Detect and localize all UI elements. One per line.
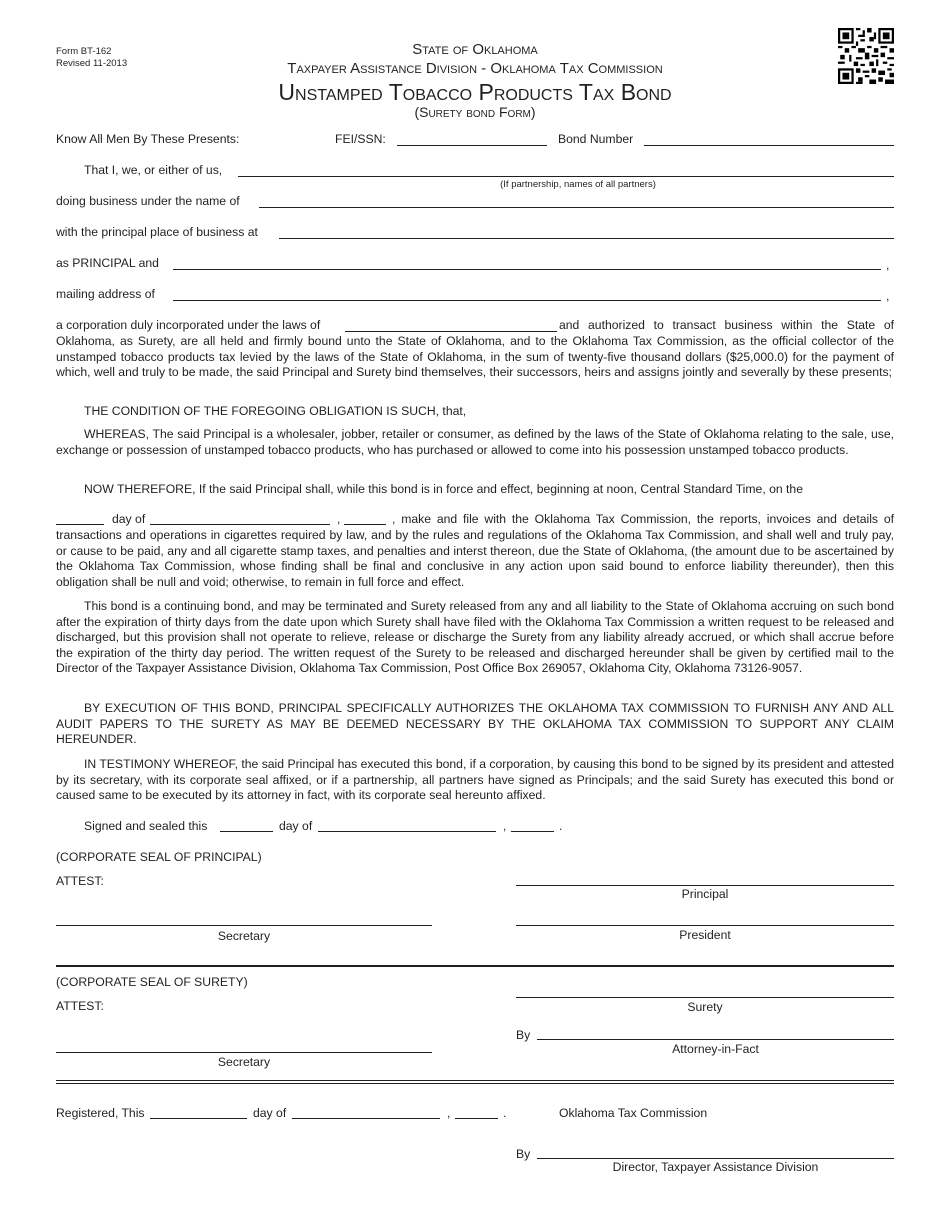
bond-number-label: Bond Number: [558, 132, 634, 146]
know-all-label: Know All Men By These Presents:: [56, 132, 240, 146]
surety-name-field[interactable]: [173, 269, 881, 270]
business-name-field[interactable]: [259, 207, 894, 208]
mailing-address-field[interactable]: [173, 300, 881, 301]
by-label: By: [516, 1028, 531, 1042]
testimony-text: IN TESTIMONY WHEREOF, the said Principal has executed this bond, if a corporation, by causing this bond to be signed by its president and attested by its secretary, with its corporate seal affixed, or if a partnership, all partners have signed as Principals; and the said Surety has executed this bond or caused same to be executed by its attorney in fact, with its corporate seal hereunto affixed.: [56, 757, 894, 803]
state-of-incorporation-field[interactable]: [345, 331, 557, 332]
state-heading: State of Oklahoma: [412, 41, 538, 58]
surety-signature-field[interactable]: [516, 997, 894, 998]
director-signature-field[interactable]: [537, 1158, 894, 1159]
as-principal-label: as PRINCIPAL and: [56, 256, 159, 270]
form-number: Form BT-162: [56, 46, 112, 57]
president-signature-field[interactable]: [516, 925, 894, 926]
registered-label: Registered, This: [56, 1106, 145, 1120]
mailing-address-label: mailing address of: [56, 287, 155, 301]
bond-day-field[interactable]: [56, 524, 104, 525]
signed-day-field[interactable]: [220, 831, 273, 832]
execution-text: BY EXECUTION OF THIS BOND, PRINCIPAL SPECIFICALLY AUTHORIZES THE OKLAHOMA TAX COMMISSION TO FURNISH ANY AND ALL AUDIT PAPERS TO THE SURETY AS MAY BE DEEMED NECESSARY BY THE OKLAHOMA TAX COMMISSION TO SUPPORT ANY CLAIM HEREUNDER.: [56, 701, 894, 747]
day-of-label: day of: [279, 819, 313, 833]
continuing-bond-text: This bond is a continuing bond, and may be terminated and Surety released from any and all liability to the State of Oklahoma accruing on such bond after the expiration of thirty days from the date upon which Surety shall have filed with the Oklahoma Tax Commission a written request to be released and discharged, but this provision shall not operate to relieve, release or discharge the Surety from any liability already accrued, or which shall accrue before the expiration of the thirty day period. The written request of the Surety to be released and discharged hereunder shall be given by certified mail to the Director of the Taxpayer Assistance Division, Oklahoma Tax Commission, Post Office Box 269057, Oklahoma City, Oklahoma 73126-9057.: [56, 599, 894, 676]
make-file-text: , make and file with the Oklahoma Tax Commission, the reports, invoices and details of: [392, 512, 894, 526]
qr-code-icon: [838, 28, 894, 84]
page-subtitle: (Surety bond Form): [414, 104, 536, 120]
comma: ,: [886, 289, 890, 303]
surety-label: Surety: [687, 1000, 723, 1014]
day-of-label: day of: [253, 1106, 287, 1120]
president-label: President: [679, 928, 731, 942]
comma: ,: [886, 258, 890, 272]
corp-rest-text: and authorized to transact business within the State of: [559, 318, 894, 332]
that-i-label: That I, we, or either of us,: [84, 163, 223, 177]
fei-ssn-label: FEI/SSN:: [335, 132, 386, 146]
signed-sealed-label: Signed and sealed this: [84, 819, 208, 833]
day-of-label: day of: [112, 512, 146, 526]
secretary-label: Secretary: [217, 1055, 271, 1069]
comma: ,: [503, 819, 507, 833]
surety-secretary-signature-field[interactable]: [56, 1052, 432, 1053]
section-divider: [56, 965, 894, 967]
registered-day-field[interactable]: [150, 1118, 247, 1119]
corp-body-text: Oklahoma, as Surety, are all held and firmly bound unto the State of Oklahoma, and to the Oklahoma Tax Commission, as the official collector of the unstamped tobacco products tax levied by the laws of the State of Oklahoma, in the sum of twenty-five thousand dollars ($25,000.0) for the payment of which, well and truly to be made, the said Principal and Surety bind themselves, their successors, heirs and assigns jointly and severally by these presents;: [56, 334, 894, 380]
partnership-note: (If partnership, names of all partners): [500, 179, 656, 190]
now-therefore-text: NOW THEREFORE, If the said Principal shall, while this bond is in force and effect, beginning at noon, Central Standard Time, on the: [84, 482, 803, 496]
principal-place-label: with the principal place of business at: [56, 225, 258, 239]
condition-text: THE CONDITION OF THE FOREGOING OBLIGATION IS SUCH, that,: [84, 404, 467, 418]
seal-principal-label: (CORPORATE SEAL OF PRINCIPAL): [56, 850, 262, 864]
registered-year-field[interactable]: [455, 1118, 498, 1119]
comma: ,: [447, 1106, 451, 1120]
signed-year-field[interactable]: [511, 831, 554, 832]
director-label: Director, Taxpayer Assistance Division: [612, 1160, 819, 1174]
corp-lead-text: a corporation duly incorporated under the laws of: [56, 318, 321, 332]
double-rule-top: [56, 1080, 894, 1081]
principal-names-field[interactable]: [238, 176, 894, 177]
by-label: By: [516, 1147, 531, 1161]
principal-label: Principal: [681, 887, 729, 901]
otc-label: Oklahoma Tax Commission: [559, 1106, 708, 1120]
form-revised: Revised 11-2013: [56, 58, 128, 69]
bond-number-field[interactable]: [644, 145, 894, 146]
bond-month-field[interactable]: [150, 524, 330, 525]
secretary-label: Secretary: [217, 929, 271, 943]
double-rule-bottom: [56, 1083, 894, 1084]
comma: ,: [337, 512, 341, 526]
registered-month-field[interactable]: [292, 1118, 440, 1119]
principal-secretary-signature-field[interactable]: [56, 925, 432, 926]
page-title: Unstamped Tobacco Products Tax Bond: [278, 79, 672, 105]
principal-signature-field[interactable]: [516, 885, 894, 886]
period: .: [559, 819, 563, 833]
period: .: [503, 1106, 507, 1120]
transactions-text: transactions and operations in cigarettes required by law, and by the rules and regulations of the Oklahoma Tax Commission, and shall well and truly pay, or cause to be paid, any and all cigarette stamp taxes, and penalties and interst thereon, due the State of Oklahoma, (the amount due to be ascertained by the Oklahoma Tax Commission, whose finding shall be final and conclusive in any action upon said bound to enforce liability thereunder), then this obligation shall be null and void; otherwise, to remain in full force and effect.: [56, 528, 894, 589]
division-heading: Taxpayer Assistance Division - Oklahoma Tax Commission: [287, 60, 663, 77]
fei-ssn-field[interactable]: [397, 145, 547, 146]
doing-business-label: doing business under the name of: [56, 194, 240, 208]
attest-label: ATTEST:: [56, 874, 104, 888]
principal-address-field[interactable]: [279, 238, 894, 239]
attorney-signature-field[interactable]: [537, 1039, 894, 1040]
signed-month-field[interactable]: [318, 831, 496, 832]
bond-year-field[interactable]: [344, 524, 386, 525]
attorney-in-fact-label: Attorney-in-Fact: [672, 1042, 759, 1056]
whereas-text: WHEREAS, The said Principal is a wholesaler, jobber, retailer or consumer, as defined by the laws of the State of Oklahoma relating to the sale, use, exchange or possession of unstamped tobacco products, who has purchased or allowed to come into his possession unstamped tobacco products.: [56, 427, 894, 457]
attest-label: ATTEST:: [56, 999, 104, 1013]
seal-surety-label: (CORPORATE SEAL OF SURETY): [56, 975, 248, 989]
